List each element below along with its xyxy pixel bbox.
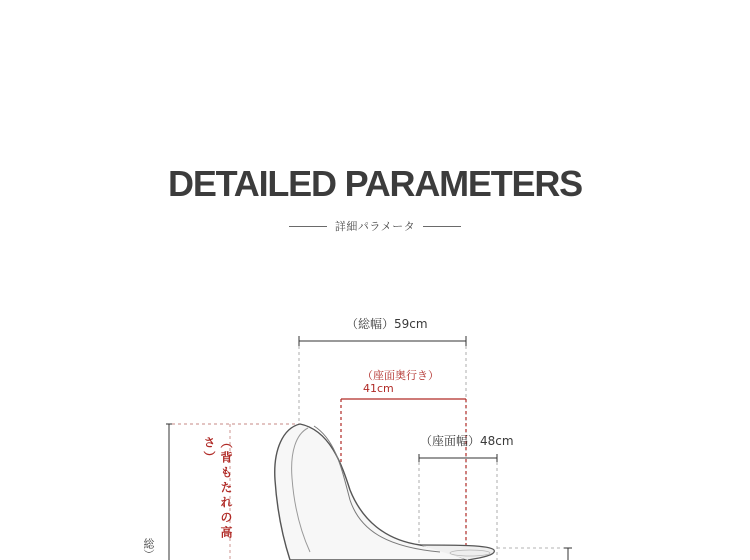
seat-depth-label: （座面奥行き） bbox=[362, 369, 439, 382]
total-width-label: （総幅）59cm bbox=[346, 317, 428, 331]
section-subtitle: 詳細パラメータ bbox=[334, 220, 416, 233]
total-width-dimension-line bbox=[299, 336, 466, 346]
seat-width-dimension-line bbox=[419, 454, 497, 462]
seat-width-label: （座面幅）48cm bbox=[420, 434, 514, 448]
total-height-label: 総） bbox=[142, 538, 155, 560]
seat-depth-value: 41cm bbox=[363, 382, 394, 395]
total-height-dimension-line bbox=[166, 424, 172, 560]
section-title: DETAILED PARAMETERS bbox=[168, 163, 582, 204]
height-marker-right bbox=[564, 548, 572, 560]
backrest-height-label: （背もたれの高さ） bbox=[202, 436, 233, 541]
